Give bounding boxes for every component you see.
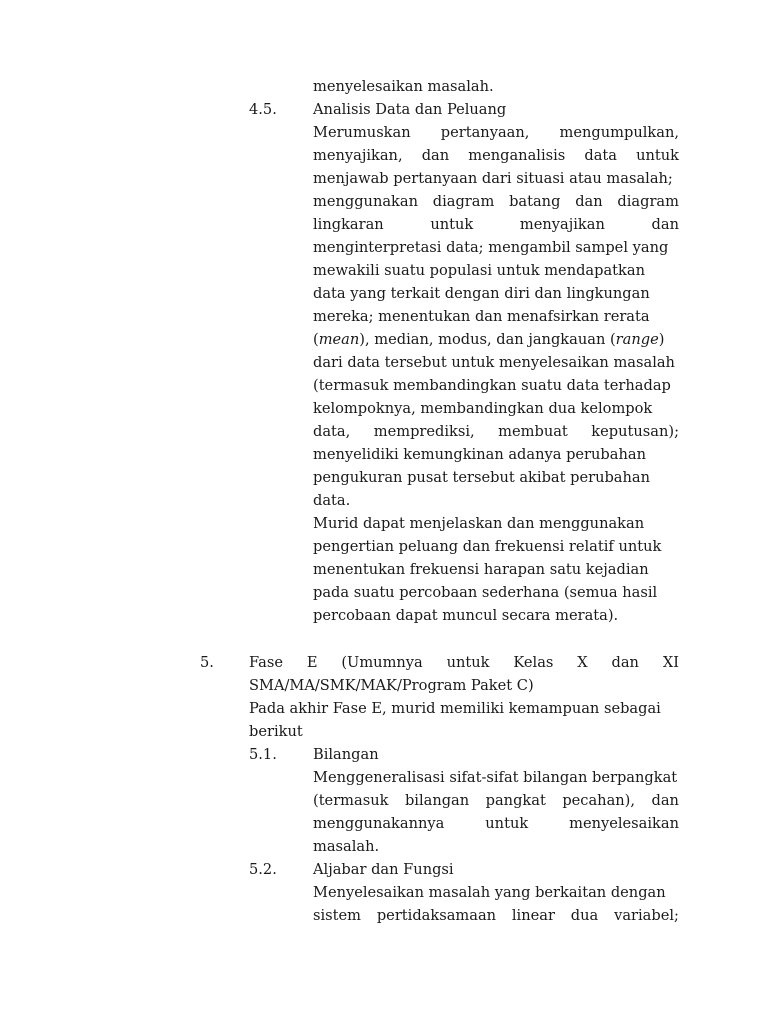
paragraph-line (313, 192, 679, 212)
italic-term: range (615, 331, 659, 348)
section-title: Bilangan (313, 746, 379, 763)
paragraph-line-word: menganalisis (468, 147, 566, 164)
paragraph-line-word: diagram (432, 193, 495, 210)
section-number: 5.1. (249, 746, 277, 763)
paragraph-line: menentukan frekuensi harapan satu kejadian (313, 561, 649, 578)
paragraph-line (313, 146, 679, 166)
paragraph-line-word: menggunakannya (313, 815, 445, 832)
paragraph-line-word: menggunakan (313, 193, 418, 210)
paragraph-line-word: menyajikan (519, 216, 605, 233)
continuation-line: menyelesaikan masalah. (313, 78, 494, 95)
paragraph-line: Murid dapat menjelaskan dan menggunakan (313, 515, 645, 532)
paragraph-line: data yang terkait dengan diri dan lingkungan (313, 285, 650, 302)
paragraph-line-word: (termasuk (313, 792, 389, 809)
paragraph-line-word: diagram (617, 193, 679, 210)
paragraph-line-word: untuk (430, 216, 474, 233)
paragraph-line: pengertian peluang dan frekuensi relatif untuk (313, 538, 662, 555)
section-heading-word: untuk (446, 654, 490, 671)
paragraph-line: mereka; menentukan dan menafsirkan rerata (313, 308, 650, 325)
paragraph-line-word: menyajikan, (313, 147, 403, 164)
paragraph-line (313, 814, 679, 834)
paragraph-line: percobaan dapat muncul secara merata). (313, 607, 619, 624)
paragraph-line: mewakili suatu populasi untuk mendapatkan (313, 262, 645, 279)
paragraph-line-word: Merumuskan (313, 124, 411, 141)
section-title: Aljabar dan Fungsi (313, 861, 454, 878)
paragraph-line-word: data, (313, 423, 351, 440)
paragraph-line-word: keputusan); (591, 423, 679, 440)
paragraph-line-word: pecahan), (562, 792, 636, 809)
paragraph-line: data. (313, 492, 351, 509)
section-heading-word: Fase (249, 654, 283, 671)
section-title: Analisis Data dan Peluang (313, 101, 507, 118)
section-heading-word: Kelas (513, 654, 554, 671)
paragraph-line (313, 906, 679, 926)
section-heading-word: dan (611, 654, 639, 671)
intro-line: Pada akhir Fase E, murid memiliki kemampuan sebagai (249, 700, 661, 717)
section-heading-word: (Umumnya (341, 654, 423, 671)
paragraph-line-word: sistem (313, 907, 361, 924)
paragraph-line-word: (mean), median, modus, dan jangkauan (range) (313, 331, 665, 348)
paragraph-line-word: dan (575, 193, 603, 210)
paragraph-line-word: batang (509, 193, 561, 210)
section-heading: SMA/MA/SMK/MAK/Program Paket C) (249, 677, 534, 694)
paragraph-line (313, 791, 679, 811)
paragraph-line-word: data (584, 147, 617, 164)
paragraph-line: Menggeneralisasi sifat-sifat bilangan berpangkat (313, 769, 678, 786)
paragraph-line-word: bilangan (404, 792, 470, 809)
italic-term: mean (318, 331, 360, 348)
paragraph-line-word: dan (651, 792, 679, 809)
paragraph-line: masalah. (313, 838, 380, 855)
paragraph-line-word: dan (651, 216, 679, 233)
paragraph-line-word: membuat (498, 423, 568, 440)
paragraph-line-word: linear (511, 907, 555, 924)
paragraph-line: dari data tersebut untuk menyelesaikan masalah (313, 354, 675, 371)
section-heading (249, 653, 679, 673)
paragraph-line-word: menyelesaikan (569, 815, 679, 832)
paragraph-line-word: lingkaran (313, 216, 384, 233)
paragraph-line: (termasuk membandingkan suatu data terhadap (313, 377, 671, 394)
paragraph-line-word: pertanyaan, (440, 124, 530, 141)
paragraph-line: menyelidiki kemungkinan adanya perubahan (313, 446, 646, 463)
paragraph-line (313, 330, 679, 350)
paragraph-line-word: dan (421, 147, 450, 164)
section-heading-word: E (306, 654, 318, 671)
intro-line: berikut (249, 723, 303, 740)
section-heading-word: X (577, 654, 588, 671)
paragraph-line: menginterpretasi data; mengambil sampel yang (313, 239, 669, 256)
paragraph-line (313, 123, 679, 143)
section-number: 5. (200, 654, 214, 671)
paragraph-line-word: untuk (485, 815, 529, 832)
paragraph-line: kelompoknya, membandingkan dua kelompok (313, 400, 653, 417)
paragraph-line-word: pertidaksamaan (376, 907, 497, 924)
section-heading-word: XI (662, 654, 679, 671)
paragraph-line-word: mengumpulkan, (559, 124, 679, 141)
paragraph-line: Menyelesaikan masalah yang berkaitan dengan (313, 884, 666, 901)
paragraph-line-word: untuk (636, 147, 679, 164)
paragraph-line-word: variabel; (614, 907, 679, 924)
paragraph-line-word: pangkat (485, 792, 546, 809)
paragraph-line-word: dua (570, 907, 599, 924)
paragraph-line-word: memprediksi, (373, 423, 475, 440)
section-number: 4.5. (249, 101, 277, 118)
paragraph-line: pengukuran pusat tersebut akibat perubahan (313, 469, 651, 486)
section-number: 5.2. (249, 861, 277, 878)
paragraph-line: menjawab pertanyaan dari situasi atau masalah; (313, 170, 673, 187)
paragraph-line (313, 422, 679, 442)
paragraph-line (313, 215, 679, 235)
paragraph-line: pada suatu percobaan sederhana (semua hasil (313, 584, 658, 601)
